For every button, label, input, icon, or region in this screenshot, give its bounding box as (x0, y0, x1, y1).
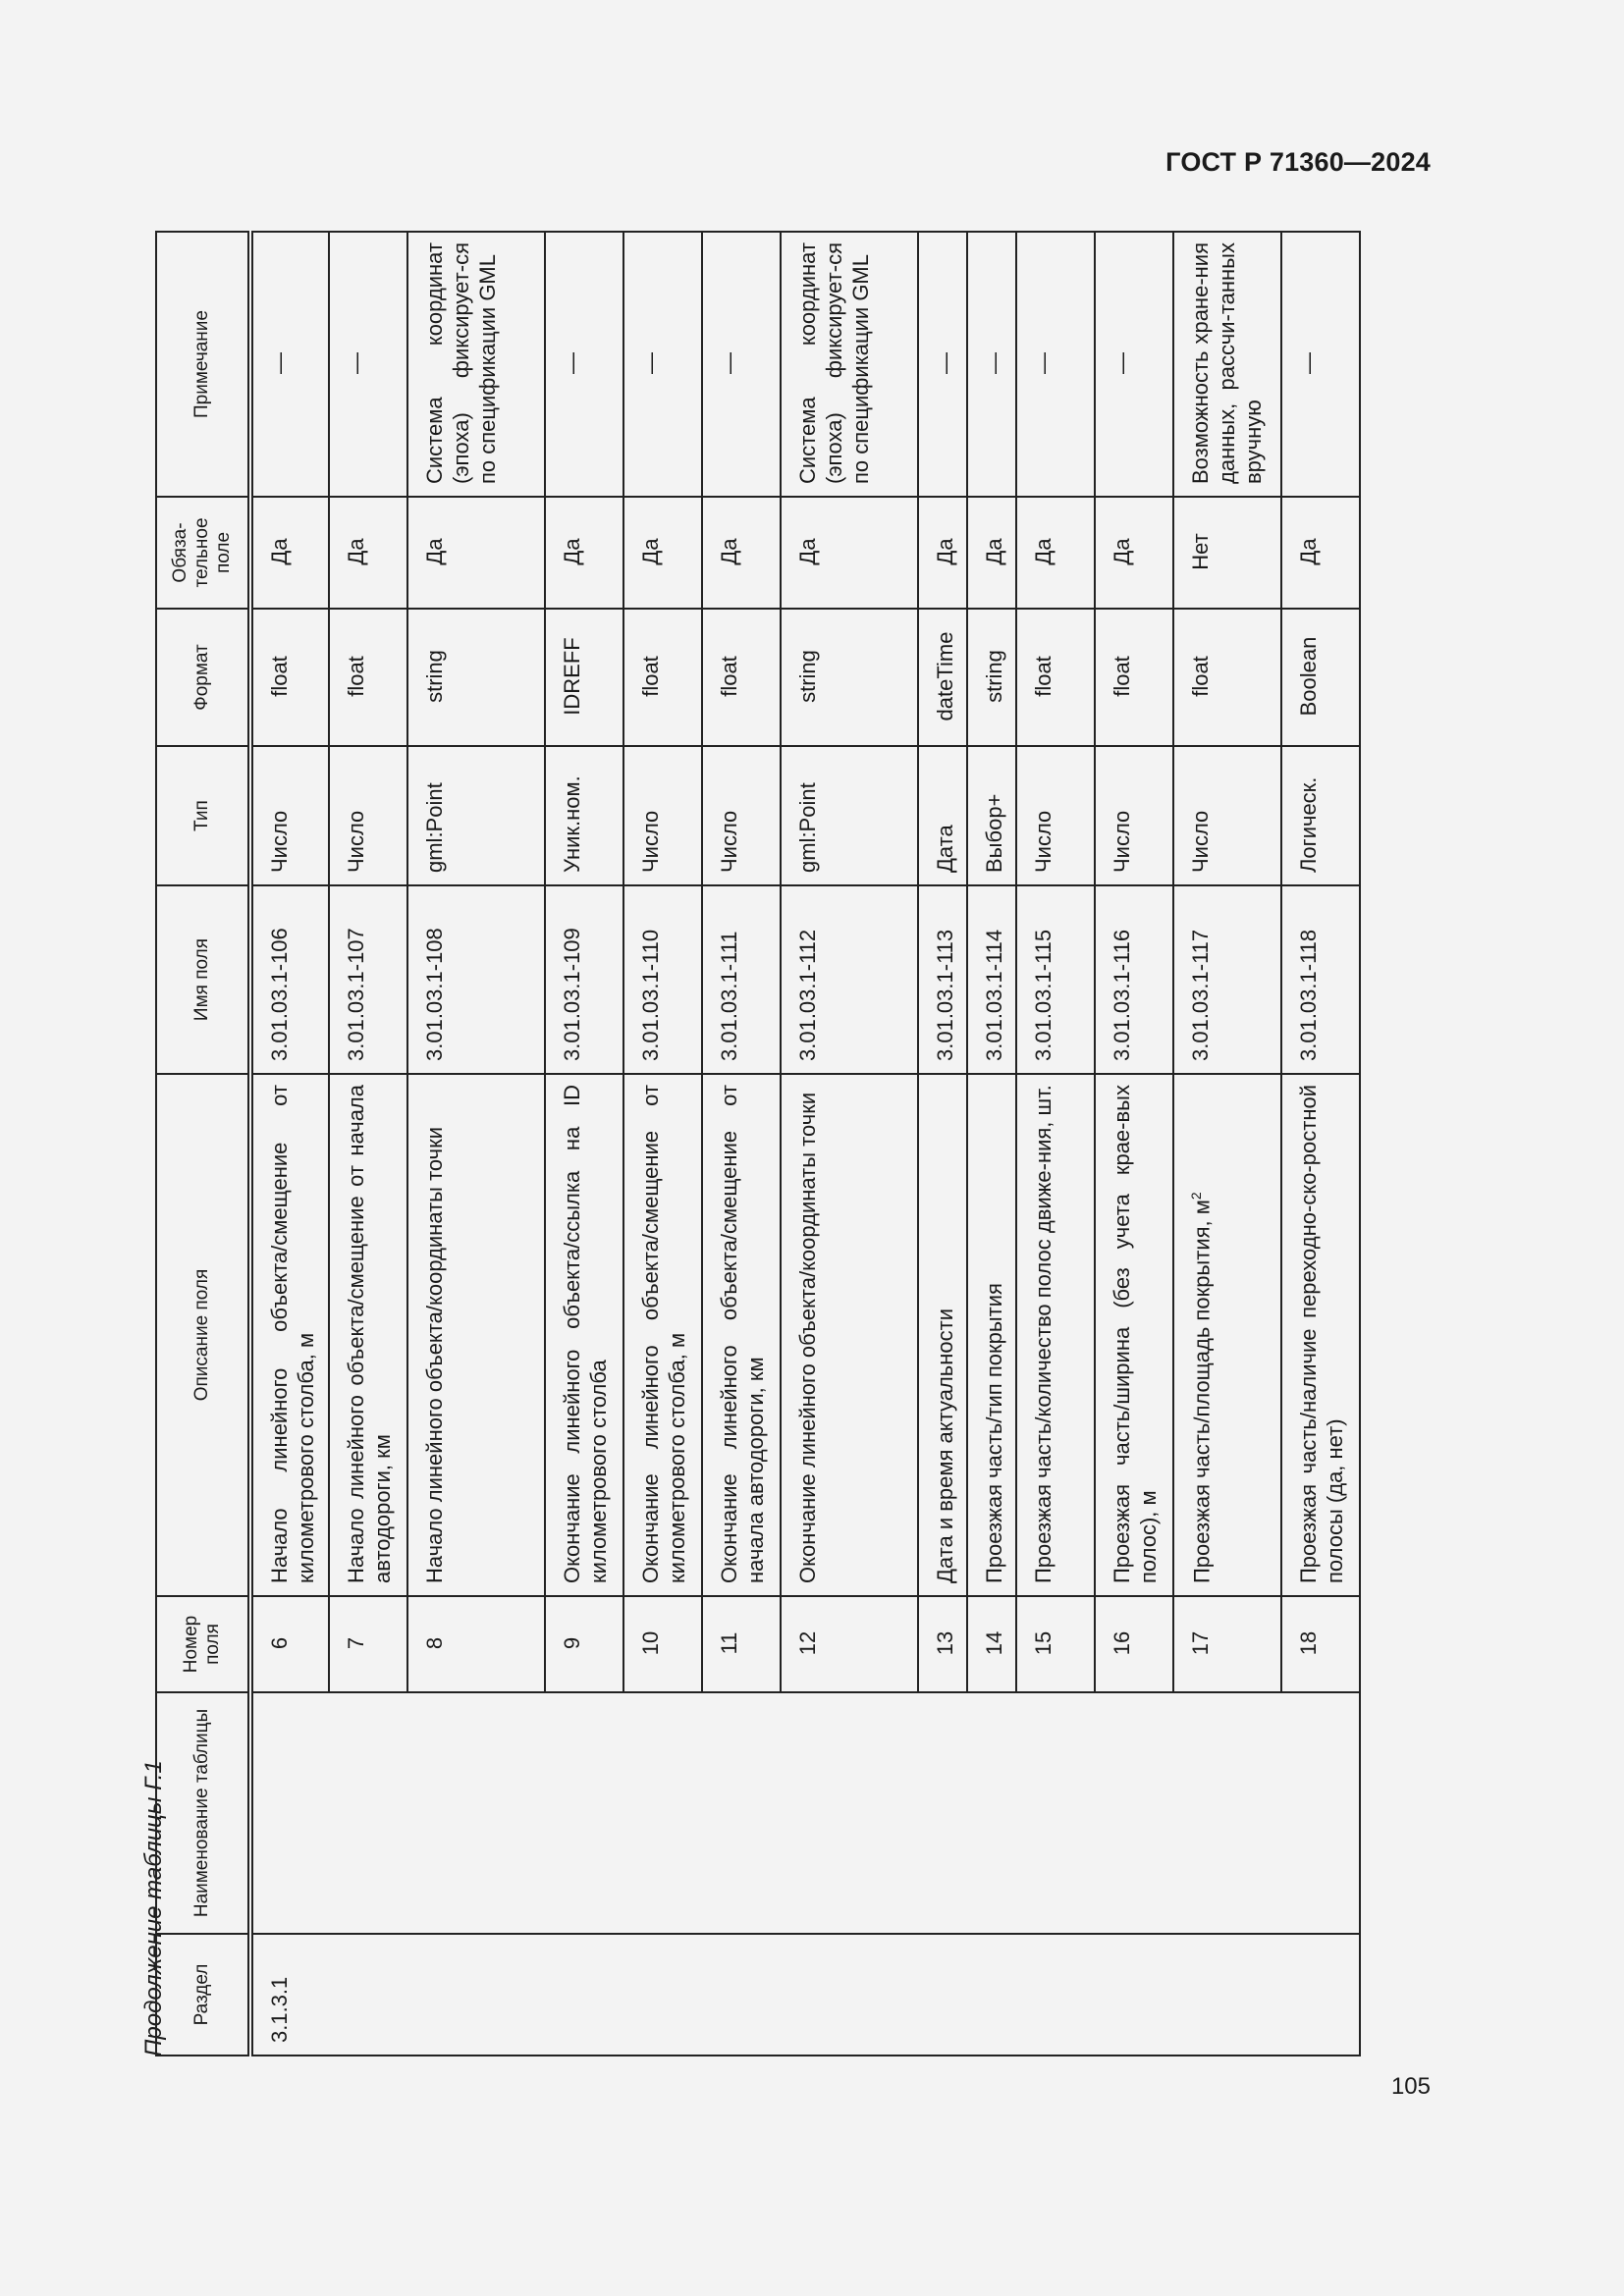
field-format-cell: IDREFF (545, 609, 623, 746)
field-description-cell: Проезжая часть/количество полос движе-ния, шт. (1016, 1074, 1095, 1596)
note-cell: Система координат (эпоха) фиксирует-ся по спецификации GML (781, 232, 918, 497)
table-body (250, 232, 1360, 2056)
field-description-cell: Проезжая часть/тип покрытия (967, 1074, 1016, 1596)
field-number-cell: 8 (407, 1596, 545, 1692)
field-name-cell: 3.01.03.1-111 (702, 885, 781, 1074)
field-name-cell: 3.01.03.1-118 (1281, 885, 1360, 1074)
field-format-cell: float (329, 609, 407, 746)
field-type-cell: Число (1016, 746, 1095, 885)
field-description-cell: Дата и время актуальности (918, 1074, 967, 1596)
required-cell: Да (329, 497, 407, 609)
field-type-cell: Логическ. (1281, 746, 1360, 885)
data-table (155, 231, 1361, 2056)
header-cell: Тип (156, 746, 250, 885)
required-cell: Да (250, 497, 329, 609)
data-table-wrapper (155, 233, 1361, 2056)
note-cell: — (545, 232, 623, 497)
field-type-cell: Число (1095, 746, 1173, 885)
field-description-cell: Проезжая часть/площадь покрытия, $м^2$ (1173, 1074, 1281, 1596)
required-cell: Да (781, 497, 918, 609)
field-format-cell: float (1095, 609, 1173, 746)
table-caption: Продолжение таблицы Г.1 (140, 1760, 167, 2056)
required-cell: Да (545, 497, 623, 609)
header-cell: Формат (156, 609, 250, 746)
field-name-cell: 3.01.03.1-106 (250, 885, 329, 1074)
field-number-cell: 9 (545, 1596, 623, 1692)
field-name-cell: 3.01.03.1-113 (918, 885, 967, 1074)
page-number: 105 (1390, 2073, 1431, 2100)
field-description-cell: Окончание линейного объекта/координаты точки (781, 1074, 918, 1596)
field-type-cell: gml:Point (407, 746, 545, 885)
field-name-cell: 3.01.03.1-109 (545, 885, 623, 1074)
required-cell: Нет (1173, 497, 1281, 609)
field-format-cell: float (623, 609, 702, 746)
field-type-cell: Уник.ном. (545, 746, 623, 885)
table-row (250, 232, 329, 2056)
note-cell: — (329, 232, 407, 497)
required-cell: Да (918, 497, 967, 609)
field-name-cell: 3.01.03.1-116 (1095, 885, 1173, 1074)
table-name-cell (250, 1692, 1360, 1934)
field-format-cell: float (702, 609, 781, 746)
required-cell: Да (407, 497, 545, 609)
required-cell: Да (967, 497, 1016, 609)
required-cell: Да (1095, 497, 1173, 609)
field-format-cell: float (250, 609, 329, 746)
field-number-cell: 17 (1173, 1596, 1281, 1692)
field-type-cell: Дата (918, 746, 967, 885)
field-type-cell: Число (329, 746, 407, 885)
field-number-cell: 15 (1016, 1596, 1095, 1692)
table-header-row (156, 232, 250, 2056)
field-format-cell: string (781, 609, 918, 746)
note-cell: — (1095, 232, 1173, 497)
field-format-cell: float (1173, 609, 1281, 746)
field-description-cell: Начало линейного объекта/смещение от километрового столба, м (250, 1074, 329, 1596)
header-cell: Наименование таблицы (156, 1692, 250, 1934)
required-cell: Да (623, 497, 702, 609)
field-type-cell: Число (623, 746, 702, 885)
required-cell: Да (1016, 497, 1095, 609)
required-cell: Да (1281, 497, 1360, 609)
field-description-cell: Начало линейного объекта/смещение от начала автодороги, км (329, 1074, 407, 1596)
header-cell: Раздел (156, 1934, 250, 2056)
field-description-cell: Окончание линейного объекта/смещение от начала автодороги, км (702, 1074, 781, 1596)
note-cell: — (1016, 232, 1095, 497)
note-cell: Система координат (эпоха) фиксирует-ся по спецификации GML (407, 232, 545, 497)
note-cell: — (702, 232, 781, 497)
field-type-cell: Выбор+ (967, 746, 1016, 885)
field-description-cell: Проезжая часть/ширина (без учета крае-вых полос), м (1095, 1074, 1173, 1596)
note-cell: — (250, 232, 329, 497)
note-cell: — (918, 232, 967, 497)
field-format-cell: string (407, 609, 545, 746)
field-format-cell: string (967, 609, 1016, 746)
field-name-cell: 3.01.03.1-117 (1173, 885, 1281, 1074)
field-type-cell: Число (702, 746, 781, 885)
header-cell: Описание поля (156, 1074, 250, 1596)
field-number-cell: 11 (702, 1596, 781, 1692)
field-number-cell: 6 (250, 1596, 329, 1692)
field-description-cell: Окончание линейного объекта/ссылка на ID километрового столба (545, 1074, 623, 1596)
field-number-cell: 7 (329, 1596, 407, 1692)
field-name-cell: 3.01.03.1-114 (967, 885, 1016, 1074)
field-description-cell: Начало линейного объекта/координаты точки (407, 1074, 545, 1596)
note-cell: — (967, 232, 1016, 497)
field-number-cell: 12 (781, 1596, 918, 1692)
field-format-cell: dateTime (918, 609, 967, 746)
section-cell: 3.1.3.1 (250, 1934, 1360, 2056)
note-cell: — (1281, 232, 1360, 497)
field-name-cell: 3.01.03.1-112 (781, 885, 918, 1074)
field-type-cell: Число (1173, 746, 1281, 885)
field-format-cell: float (1016, 609, 1095, 746)
field-description-cell: Проезжая часть/наличие переходно-ско-ростной полосы (да, нет) (1281, 1074, 1360, 1596)
field-name-cell: 3.01.03.1-110 (623, 885, 702, 1074)
field-type-cell: gml:Point (781, 746, 918, 885)
field-description-cell: Окончание линейного объекта/смещение от километрового столба, м (623, 1074, 702, 1596)
document-code: ГОСТ Р 71360—2024 (1165, 147, 1431, 177)
field-name-cell: 3.01.03.1-108 (407, 885, 545, 1074)
field-format-cell: Boolean (1281, 609, 1360, 746)
field-type-cell: Число (250, 746, 329, 885)
field-name-cell: 3.01.03.1-115 (1016, 885, 1095, 1074)
header-cell: Примечание (156, 232, 250, 497)
field-name-cell: 3.01.03.1-107 (329, 885, 407, 1074)
field-number-cell: 18 (1281, 1596, 1360, 1692)
field-number-cell: 13 (918, 1596, 967, 1692)
note-cell: — (623, 232, 702, 497)
required-cell: Да (702, 497, 781, 609)
field-number-cell: 10 (623, 1596, 702, 1692)
header-cell: Номер поля (156, 1596, 250, 1692)
note-cell: Возможность хране-ния данных, рассчи-танных вручную (1173, 232, 1281, 497)
field-number-cell: 14 (967, 1596, 1016, 1692)
header-cell: Обяза-тельное поле (156, 497, 250, 609)
field-number-cell: 16 (1095, 1596, 1173, 1692)
header-cell: Имя поля (156, 885, 250, 1074)
